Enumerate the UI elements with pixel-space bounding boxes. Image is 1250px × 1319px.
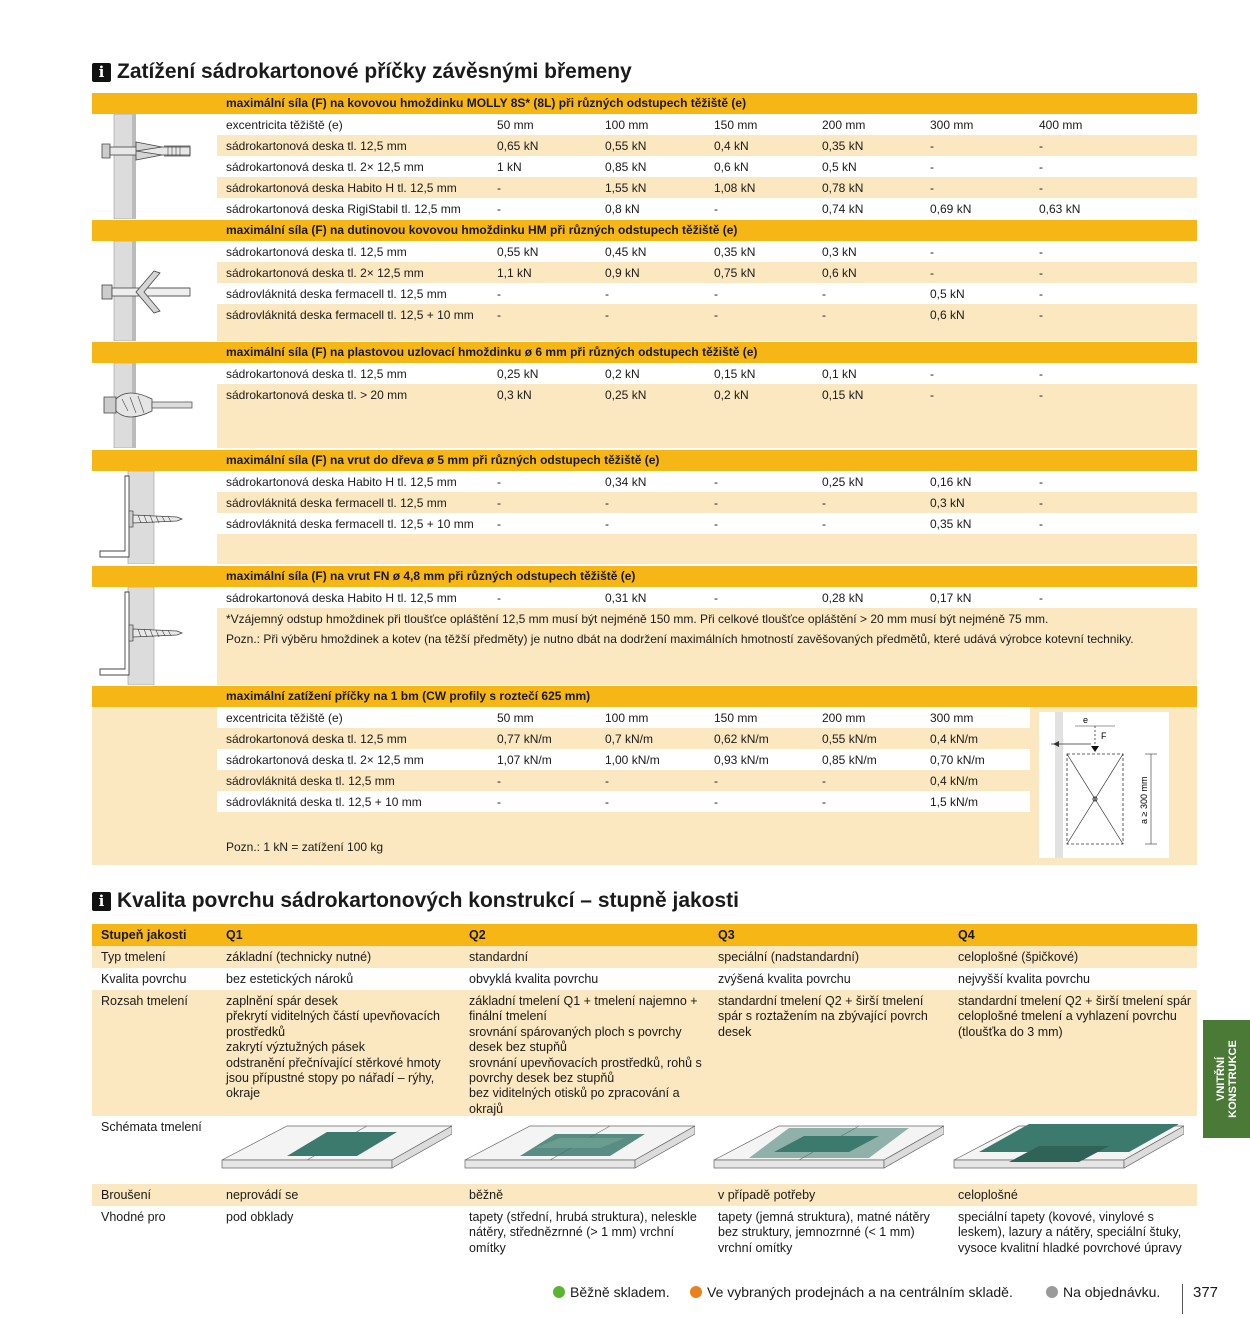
quality-cell: obvyklá kvalita povrchu — [469, 972, 599, 986]
cell-value: - — [822, 287, 826, 301]
legend-selected-stores: Ve vybraných prodejnách a na centrálním skladě. — [690, 1284, 1013, 1300]
cell-value: 0,74 kN — [822, 202, 864, 216]
quality-cell: bez estetických nároků — [226, 972, 354, 986]
legend-to-order: Na objednávku. — [1046, 1284, 1160, 1300]
table-footnote: *Vzájemný odstup hmoždinek při tloušťce opláštění 12,5 mm musí být nejméně 150 mm. Při celkové tloušťce opláštění > 20 mm musí být nejméně 75 mm. — [226, 612, 1049, 626]
table-header: maximální síla (F) na dutinovou kovovou hmoždinku HM při různých odstupech těžiště (e) — [92, 220, 1197, 241]
quality-cell: tapety (střední, hrubá struktura), neleskle nátěry, střednězrnné (> 1 mm) vrchní omítky — [469, 1210, 697, 1255]
page-number: 377 — [1193, 1284, 1219, 1301]
quality-row-label: Kvalita povrchu — [101, 972, 187, 986]
row-label: sádrovláknitá deska tl. 12,5 + 10 mm — [226, 795, 422, 809]
row-label: sádrovláknitá deska tl. 12,5 mm — [226, 774, 395, 788]
cell-value: 0,55 kN/m — [822, 732, 877, 746]
table-row — [217, 728, 1030, 749]
cell-value: 50 mm — [497, 711, 534, 725]
cell-value: - — [1039, 388, 1043, 402]
cell-value: 0,1 kN — [822, 367, 857, 381]
cell-value: 0,4 kN/m — [930, 774, 979, 788]
cell-value: 200 mm — [822, 711, 866, 725]
cell-value: 0,35 kN — [822, 139, 864, 153]
table-row — [217, 283, 1197, 304]
cell-value: - — [930, 266, 934, 280]
cell-value: 50 mm — [497, 118, 534, 132]
quality-row — [92, 946, 1197, 968]
cell-value: 0,2 kN — [605, 367, 640, 381]
cell-value: - — [714, 517, 718, 531]
cell-value: 0,6 kN — [714, 160, 749, 174]
cell-value: 0,35 kN — [714, 245, 756, 259]
cell-value: 0,5 kN — [822, 160, 857, 174]
cell-value: - — [605, 774, 609, 788]
row-label: sádrokartonová deska Habito H tl. 12,5 mm — [226, 591, 457, 605]
cell-value: 0,63 kN — [1039, 202, 1081, 216]
quality-cell: standardní tmelení Q2 + širší tmelení spár celoplošné tmelení a vyhlazení povrchu (tloušťka do 3 mm) — [958, 994, 1192, 1039]
row-label: sádrovláknitá deska fermacell tl. 12,5 + 10 mm — [226, 308, 474, 322]
cell-value: 300 mm — [930, 711, 974, 725]
quality-cell: speciální (nadstandardní) — [718, 950, 860, 964]
cell-value: - — [1039, 517, 1043, 531]
row-label: sádrokartonová deska tl. 2× 12,5 mm — [226, 160, 424, 174]
row-label: sádrokartonová deska Habito H tl. 12,5 mm — [226, 475, 457, 489]
table-row — [217, 241, 1197, 262]
cell-value: 0,6 kN — [930, 308, 965, 322]
quality-cell: celoplošné (špičkové) — [958, 950, 1079, 964]
cell-value: - — [1039, 367, 1043, 381]
table-partition-load — [92, 686, 1197, 865]
row-label: sádrokartonová deska tl. 2× 12,5 mm — [226, 753, 424, 767]
cell-value: 0,28 kN — [822, 591, 864, 605]
cell-value: 0,6 kN — [822, 266, 857, 280]
cell-value: - — [1039, 287, 1043, 301]
cell-value: - — [714, 308, 718, 322]
hm-anchor-illustration — [92, 241, 217, 341]
quality-row — [92, 1184, 1197, 1206]
cell-value: - — [497, 517, 501, 531]
row-label: sádrovláknitá deska fermacell tl. 12,5 mm — [226, 496, 447, 510]
cell-value: 200 mm — [822, 118, 866, 132]
row-label: sádrovláknitá deska fermacell tl. 12,5 + 10 mm — [226, 517, 474, 531]
cell-value: 0,70 kN/m — [930, 753, 985, 767]
cell-value: 0,4 kN/m — [930, 732, 979, 746]
quality-cell: speciální tapety (kovové, vinylové s leskem), lazury a nátěry, speciální štuky, vysoce kvalitní hladké povrchové úpravy — [958, 1210, 1182, 1255]
cell-value: 0,25 kN — [605, 388, 647, 402]
quality-cell: celoplošné — [958, 1188, 1018, 1202]
table-plastic — [92, 342, 1197, 448]
row-label: excentricita těžiště (e) — [226, 711, 343, 725]
cell-value: - — [930, 139, 934, 153]
table-header: maximální síla (F) na vrut FN ø 4,8 mm při různých odstupech těžiště (e) — [92, 566, 1197, 587]
cell-value: 0,4 kN — [714, 139, 749, 153]
cell-value: 0,93 kN/m — [714, 753, 769, 767]
cell-value: 1 kN — [497, 160, 522, 174]
table-note: Pozn.: Při výběru hmoždinek a kotev (na těžší předměty) je nutno dbát na dodržení maximálních hmotností zavěšovaných předmětů, které udává výrobce kotevní techniky. — [226, 632, 1134, 646]
quality-row-label: Vhodné pro — [101, 1210, 166, 1224]
table-row — [217, 749, 1030, 770]
row-label: sádrokartonová deska tl. 12,5 mm — [226, 139, 407, 153]
table-header: maximální síla (F) na vrut do dřeva ø 5 mm při různých odstupech těžiště (e) — [92, 450, 1197, 471]
cell-value: 1,08 kN — [714, 181, 756, 195]
cell-value: - — [497, 181, 501, 195]
quality-row-label: Broušení — [101, 1188, 152, 1202]
cell-value: - — [822, 517, 826, 531]
table-row — [217, 304, 1197, 325]
row-label: sádrokartonová deska Habito H tl. 12,5 mm — [226, 181, 457, 195]
cell-value: - — [1039, 139, 1043, 153]
cell-value: 0,62 kN/m — [714, 732, 769, 746]
cell-value: - — [930, 388, 934, 402]
cell-value: - — [497, 795, 501, 809]
cell-value: - — [605, 308, 609, 322]
row-label: sádrokartonová deska tl. 2× 12,5 mm — [226, 266, 424, 280]
cell-value: - — [605, 795, 609, 809]
table-molly — [92, 93, 1197, 219]
cell-value: 0,16 kN — [930, 475, 972, 489]
cell-value: 0,15 kN — [822, 388, 864, 402]
plastic-anchor-illustration — [92, 363, 217, 448]
quality-cell: zvýšená kvalita povrchu — [718, 972, 851, 986]
row-label: sádrokartonová deska tl. 12,5 mm — [226, 245, 407, 259]
cell-value: 0,65 kN — [497, 139, 539, 153]
joint-scheme-q4 — [949, 1118, 1184, 1182]
cell-value: 0,55 kN — [605, 139, 647, 153]
partition-load-diagram — [1039, 712, 1169, 858]
cell-value: - — [497, 774, 501, 788]
cell-value: - — [605, 287, 609, 301]
cell-value: - — [1039, 266, 1043, 280]
table-fn-screw — [92, 566, 1197, 685]
table-row — [217, 114, 1197, 135]
cell-value: - — [497, 475, 501, 489]
cell-value: - — [714, 496, 718, 510]
cell-value: 150 mm — [714, 118, 758, 132]
dot-icon — [1046, 1286, 1058, 1298]
cell-value: 1,1 kN — [497, 266, 532, 280]
quality-cell: pod obklady — [226, 1210, 294, 1224]
quality-row — [92, 968, 1197, 990]
cell-value: 0,7 kN/m — [605, 732, 654, 746]
cell-value: 0,78 kN — [822, 181, 864, 195]
diagram-e-label: e — [1083, 715, 1089, 725]
cell-value: 0,31 kN — [605, 591, 647, 605]
table-row — [217, 791, 1030, 812]
quality-cell: v případě potřeby — [718, 1188, 816, 1202]
cell-value: 1,07 kN/m — [497, 753, 552, 767]
row-label: sádrokartonová deska tl. 12,5 mm — [226, 732, 407, 746]
table-row — [217, 492, 1197, 513]
cell-value: 0,9 kN — [605, 266, 640, 280]
table-row — [217, 587, 1197, 608]
table-row — [217, 384, 1197, 405]
cell-value: - — [930, 160, 934, 174]
quality-cell: standardní tmelení Q2 + širší tmelení spár s roztažením na zbývající povrch desek — [718, 994, 928, 1039]
section-title-quality: i Kvalita povrchu sádrokartonových konstrukcí – stupně jakosti — [92, 889, 739, 913]
table-wood-screw — [92, 450, 1197, 564]
cell-value: 400 mm — [1039, 118, 1083, 132]
quality-row-label: Typ tmelení — [101, 950, 166, 964]
cell-value: - — [930, 245, 934, 259]
cell-value: - — [822, 308, 826, 322]
cell-value: - — [930, 367, 934, 381]
row-label: sádrokartonová deska tl. 12,5 mm — [226, 367, 407, 381]
cell-value: 0,75 kN — [714, 266, 756, 280]
quality-row — [92, 990, 1197, 1116]
table-row — [217, 707, 1030, 728]
diagram-f-label: F — [1101, 731, 1107, 741]
cell-value: 0,85 kN/m — [822, 753, 877, 767]
row-label: sádrovláknitá deska fermacell tl. 12,5 mm — [226, 287, 447, 301]
cell-value: - — [1039, 591, 1043, 605]
cell-value: - — [930, 181, 934, 195]
table-row — [217, 198, 1197, 219]
cell-value: 100 mm — [605, 711, 649, 725]
wood-screw-illustration — [92, 471, 217, 564]
dot-icon — [690, 1286, 702, 1298]
cell-value: 100 mm — [605, 118, 649, 132]
table-row — [217, 262, 1197, 283]
divider — [1182, 1284, 1183, 1314]
cell-value: - — [822, 496, 826, 510]
cell-value: - — [497, 202, 501, 216]
cell-value: 0,85 kN — [605, 160, 647, 174]
cell-value: 0,3 kN — [497, 388, 532, 402]
cell-value: 0,3 kN — [822, 245, 857, 259]
cell-value: 0,34 kN — [605, 475, 647, 489]
cell-value: 1,55 kN — [605, 181, 647, 195]
cell-value: 0,35 kN — [930, 517, 972, 531]
cell-value: 0,77 kN/m — [497, 732, 552, 746]
quality-cell: nejvyšší kvalita povrchu — [958, 972, 1091, 986]
cell-value: 0,3 kN — [930, 496, 965, 510]
row-label: sádrokartonová deska tl. > 20 mm — [226, 388, 408, 402]
quality-cell: základní tmelení Q1 + tmelení najemno + finální tmelení srovnání spárovaných ploch s povrchy desek bez stupňů srovnání upevňovacích prostředků, rohů s povrchy desek bez stupňů bez viditelných otisků po zpracování a okrajů — [469, 994, 702, 1116]
cell-value: - — [497, 496, 501, 510]
quality-row-label: Rozsah tmelení — [101, 994, 188, 1008]
side-tab-label: VNITŘNÍ KONSTRUKCE — [1214, 1040, 1239, 1118]
cell-value: - — [714, 795, 718, 809]
table-header: maximální zatížení příčky na 1 bm (CW profily s roztečí 625 mm) — [92, 686, 1197, 707]
joint-scheme-q1 — [217, 1118, 452, 1182]
cell-value: - — [822, 774, 826, 788]
cell-value: - — [1039, 475, 1043, 489]
cell-value: 1,5 kN/m — [930, 795, 979, 809]
joint-scheme-q3 — [709, 1118, 944, 1182]
cell-value: - — [497, 591, 501, 605]
cell-value: 0,15 kN — [714, 367, 756, 381]
cell-value: 0,5 kN — [930, 287, 965, 301]
table-header: maximální síla (F) na kovovou hmoždinku MOLLY 8S* (8L) při různých odstupech těžiště (e) — [92, 93, 1197, 114]
quality-cell: neprovádí se — [226, 1188, 299, 1202]
table-row — [217, 363, 1197, 384]
diagram-dimension-label: a ≥ 300 mm — [1139, 776, 1149, 824]
dot-icon — [553, 1286, 565, 1298]
cell-value: - — [497, 287, 501, 301]
cell-value: - — [1039, 496, 1043, 510]
cell-value: - — [714, 287, 718, 301]
cell-value: - — [605, 517, 609, 531]
fn-screw-illustration — [92, 587, 217, 685]
table-note: Pozn.: 1 kN = zatížení 100 kg — [226, 840, 384, 854]
cell-value: 0,8 kN — [605, 202, 640, 216]
quality-header-row: Stupeň jakosti Q1 Q2 Q3 Q4 — [92, 924, 1197, 946]
info-icon: i — [92, 892, 111, 911]
section-title-load: i Zatížení sádrokartonové příčky závěsnými břemeny — [92, 60, 632, 84]
molly-anchor-illustration — [92, 114, 217, 219]
table-row — [217, 471, 1197, 492]
joint-scheme-q2 — [460, 1118, 695, 1182]
cell-value: - — [714, 774, 718, 788]
quality-row — [92, 1116, 1197, 1184]
row-label: sádrokartonová deska RigiStabil tl. 12,5 mm — [226, 202, 461, 216]
row-label: excentricita těžiště (e) — [226, 118, 343, 132]
cell-value: - — [714, 202, 718, 216]
table-row — [217, 135, 1197, 156]
quality-cell: běžně — [469, 1188, 504, 1202]
cell-value: 0,25 kN — [497, 367, 539, 381]
quality-cell: zaplnění spár desek překrytí viditelných částí upevňovacích prostředků zakrytí výztužných pásek odstranění přečnívající stěrkové hmoty jsou přípustné stopy po nářadí – rýhy, okraje — [226, 994, 441, 1101]
cell-value: 0,45 kN — [605, 245, 647, 259]
quality-row — [92, 1206, 1197, 1256]
cell-value: 0,17 kN — [930, 591, 972, 605]
cell-value: 1,00 kN/m — [605, 753, 660, 767]
quality-cell: tapety (jemná struktura), matné nátěry bez struktury, jemnozrnné (< 1 mm) vrchní omítky — [718, 1210, 930, 1255]
cell-value: 0,69 kN — [930, 202, 972, 216]
info-icon: i — [92, 63, 111, 82]
cell-value: 300 mm — [930, 118, 974, 132]
cell-value: - — [714, 475, 718, 489]
quality-cell: základní (technicky nutné) — [226, 950, 372, 964]
cell-value: 0,55 kN — [497, 245, 539, 259]
table-row — [217, 770, 1030, 791]
cell-value: - — [1039, 181, 1043, 195]
cell-value: 150 mm — [714, 711, 758, 725]
quality-row-label: Schémata tmelení — [101, 1120, 202, 1134]
cell-value: - — [1039, 308, 1043, 322]
table-header: maximální síla (F) na plastovou uzlovací hmoždinku ø 6 mm při různých odstupech těžiště (e) — [92, 342, 1197, 363]
legend-in-stock: Běžně skladem. — [553, 1284, 670, 1300]
cell-value: - — [497, 308, 501, 322]
table-row — [217, 177, 1197, 198]
cell-value: - — [822, 795, 826, 809]
quality-cell: standardní — [469, 950, 529, 964]
cell-value: - — [1039, 160, 1043, 174]
table-row — [217, 156, 1197, 177]
cell-value: - — [605, 496, 609, 510]
cell-value: 0,2 kN — [714, 388, 749, 402]
table-hm — [92, 220, 1197, 341]
side-tab[interactable] — [1203, 1020, 1250, 1138]
cell-value: 0,25 kN — [822, 475, 864, 489]
cell-value: - — [1039, 245, 1043, 259]
cell-value: - — [714, 591, 718, 605]
table-row — [217, 513, 1197, 534]
